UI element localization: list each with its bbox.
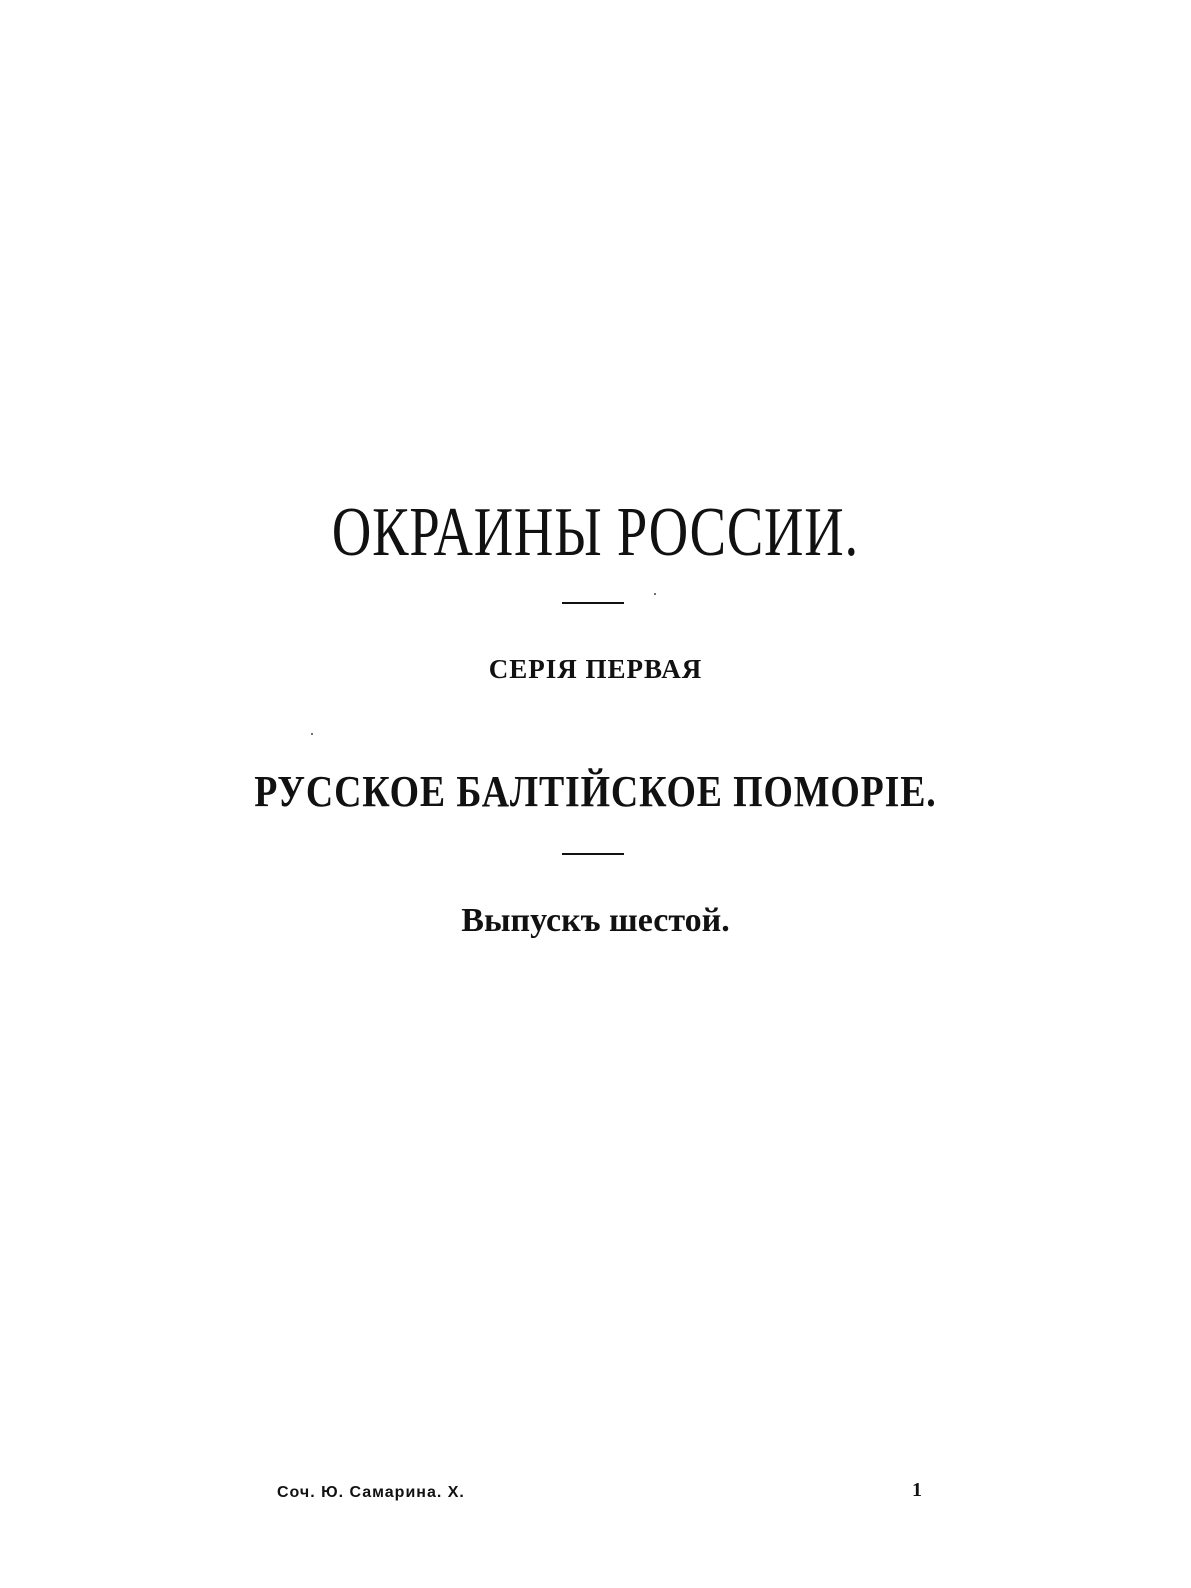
issue-label: Выпускъ шестой. [461, 902, 730, 939]
footer-sheet-number: 1 [912, 1479, 922, 1501]
series-label: СЕРІЯ ПЕРВАЯ [488, 654, 703, 684]
print-speck [311, 733, 313, 735]
subtitle: РУССКОЕ БАЛТІЙСКОЕ ПОМОРІЕ. [254, 767, 937, 816]
footer-signature: Соч. Ю. Самарина. X. [277, 1484, 465, 1501]
print-speck [654, 593, 656, 595]
divider-rule-top [562, 602, 624, 604]
divider-rule-bottom [562, 853, 624, 855]
main-title: ОКРАИНЫ РОССИИ. [331, 494, 859, 571]
